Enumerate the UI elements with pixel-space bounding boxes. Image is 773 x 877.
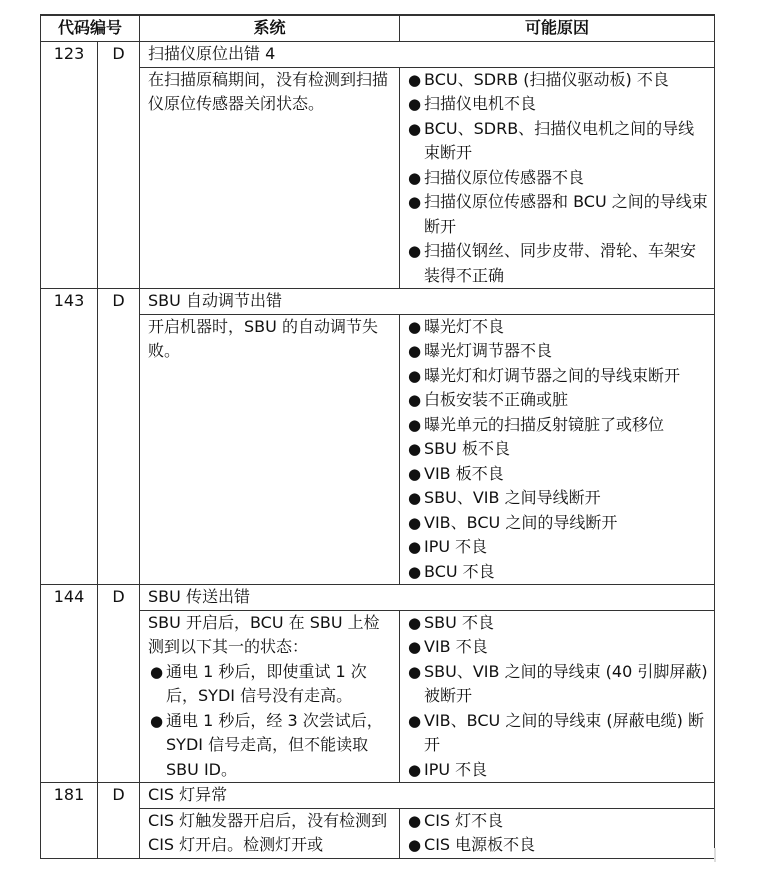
possible-causes (400, 808, 715, 858)
cause-item (406, 364, 708, 389)
bullet-icon: ● (408, 391, 422, 409)
cause-text: 白板安装不正确或脏 (424, 390, 569, 409)
possible-causes (400, 314, 715, 585)
cause-text: CIS 灯不良 (424, 810, 504, 830)
bullet-icon: ● (408, 415, 422, 434)
possible-causes (400, 610, 715, 783)
table-row-detail (41, 610, 715, 783)
bullet-icon: ● (408, 562, 422, 581)
bullet-icon: ● (408, 193, 422, 211)
bullet-icon: ● (408, 440, 422, 458)
description-bullet-text: 通电 1 秒后，即使重试 1 次后，SYDI 信号没有走高。 (166, 661, 367, 705)
bullet-icon: ● (408, 513, 422, 532)
cause-text: 扫描仪原位传感器和 BCU 之间的导线束断开 (424, 192, 708, 236)
cause-text: IPU 不良 (424, 759, 488, 779)
bullet-icon: ● (408, 760, 422, 779)
cause-text: SBU、VIB 之间的导线束 (40 引脚屏蔽) 被断开 (424, 661, 708, 705)
bullet-icon: ● (408, 168, 422, 187)
bullet-icon: ● (150, 711, 164, 730)
cause-list (406, 809, 708, 858)
description-bullet-item (148, 709, 393, 783)
error-description (140, 67, 400, 289)
error-description (140, 808, 400, 858)
bullet-icon: ● (408, 638, 422, 656)
table-row-title (41, 42, 715, 68)
cause-item (406, 809, 708, 834)
table-row-detail (41, 67, 715, 289)
error-title: 扫描仪原位出错 4 (140, 42, 715, 68)
cause-item (406, 315, 708, 340)
error-level: D (98, 783, 140, 859)
bullet-icon: ● (408, 366, 422, 385)
cause-text: SBU 不良 (424, 612, 494, 632)
cause-text: VIB 板不良 (424, 463, 504, 483)
table-row-title (41, 783, 715, 809)
cause-text: SBU、VIB 之间导线断开 (424, 488, 601, 507)
cause-item (406, 758, 708, 783)
cause-text: CIS 电源板不良 (424, 835, 536, 854)
cause-item (406, 462, 708, 487)
cause-item (406, 660, 708, 709)
header-system: 系统 (140, 15, 400, 42)
cause-text: BCU、SDRB、扫描仪电机之间的导线束断开 (424, 118, 695, 162)
bullet-icon: ● (408, 95, 422, 113)
error-title: SBU 传送出错 (140, 585, 715, 611)
cause-item (406, 511, 708, 536)
description-text: 开启机器时，SBU 的自动调节失败。 (148, 316, 378, 360)
cause-item (406, 535, 708, 560)
cause-text: 曝光单元的扫描反射镜脏了或移位 (424, 414, 665, 434)
cause-item (406, 190, 708, 239)
header-cause: 可能原因 (400, 15, 715, 42)
error-code: 181 (41, 783, 98, 859)
table-row-detail (41, 314, 715, 585)
cause-text: 曝光灯和灯调节器之间的导线束断开 (424, 365, 681, 385)
bullet-icon: ● (408, 811, 422, 830)
bullet-icon: ● (408, 538, 422, 556)
description-text: CIS 灯触发器开启后，没有检测到 CIS 灯开启。检测灯开或 (148, 810, 388, 854)
description-bullet-list (148, 660, 393, 783)
cause-text: 曝光灯调节器不良 (424, 341, 553, 360)
bullet-icon: ● (408, 242, 422, 260)
cause-item (406, 388, 708, 413)
error-code: 144 (41, 585, 98, 783)
error-code: 143 (41, 289, 98, 585)
cause-text: 扫描仪电机不良 (424, 94, 537, 113)
cause-item (406, 833, 708, 858)
cause-item (406, 560, 708, 585)
description-text: 在扫描原稿期间，没有检测到扫描仪原位传感器关闭状态。 (148, 69, 389, 113)
cause-item (406, 437, 708, 462)
cause-item (406, 486, 708, 511)
cause-text: VIB、BCU 之间的导线断开 (424, 512, 618, 532)
cause-list (406, 68, 708, 289)
cause-text: BCU、SDRB (扫描仪驱动板) 不良 (424, 69, 669, 89)
cause-list (406, 315, 708, 585)
bullet-icon: ● (408, 119, 422, 138)
cause-item (406, 635, 708, 660)
table-row-title (41, 585, 715, 611)
cause-item (406, 339, 708, 364)
cause-item (406, 709, 708, 758)
possible-causes (400, 67, 715, 289)
header-row (41, 15, 715, 42)
cause-item (406, 68, 708, 93)
error-title: SBU 自动调节出错 (140, 289, 715, 315)
cause-item (406, 92, 708, 117)
cause-item (406, 413, 708, 438)
cause-text: IPU 不良 (424, 537, 488, 556)
cause-text: VIB、BCU 之间的导线束 (屏蔽电缆) 断开 (424, 710, 704, 754)
bullet-icon: ● (150, 662, 164, 681)
cause-text: 扫描仪钢丝、同步皮带、滑轮、车架安装得不正确 (424, 241, 697, 285)
bullet-icon: ● (408, 317, 422, 336)
error-level: D (98, 42, 140, 289)
error-level: D (98, 585, 140, 783)
cause-item (406, 117, 708, 166)
bullet-icon: ● (408, 464, 422, 483)
cause-list (406, 611, 708, 783)
header-code: 代码编号 (41, 15, 140, 42)
bullet-icon: ● (408, 489, 422, 507)
bullet-icon: ● (408, 613, 422, 632)
error-level: D (98, 289, 140, 585)
description-text: SBU 开启后，BCU 在 SBU 上检测到以下其一的状态： (148, 612, 380, 656)
edge-mark (714, 848, 716, 862)
description-bullet-text: 通电 1 秒后，经 3 次尝试后，SYDI 信号走高，但不能读取 SBU ID。 (166, 710, 383, 779)
error-description (140, 314, 400, 585)
bullet-icon: ● (408, 342, 422, 360)
cause-text: SBU 板不良 (424, 439, 510, 458)
error-title: CIS 灯异常 (140, 783, 715, 809)
error-code-table-sheet (40, 14, 714, 859)
cause-text: 曝光灯不良 (424, 316, 505, 336)
cause-text: VIB 不良 (424, 637, 488, 656)
description-bullet-item (148, 660, 393, 709)
error-description (140, 610, 400, 783)
error-code: 123 (41, 42, 98, 289)
table-row-detail (41, 808, 715, 858)
cause-item (406, 166, 708, 191)
cause-item (406, 611, 708, 636)
cause-item (406, 239, 708, 288)
bullet-icon: ● (408, 836, 422, 854)
bullet-icon: ● (408, 662, 422, 681)
table-row-title (41, 289, 715, 315)
error-code-table (40, 14, 715, 859)
cause-text: BCU 不良 (424, 561, 495, 581)
table-body (41, 42, 715, 859)
cause-text: 扫描仪原位传感器不良 (424, 167, 585, 187)
bullet-icon: ● (408, 711, 422, 730)
bullet-icon: ● (408, 70, 422, 89)
